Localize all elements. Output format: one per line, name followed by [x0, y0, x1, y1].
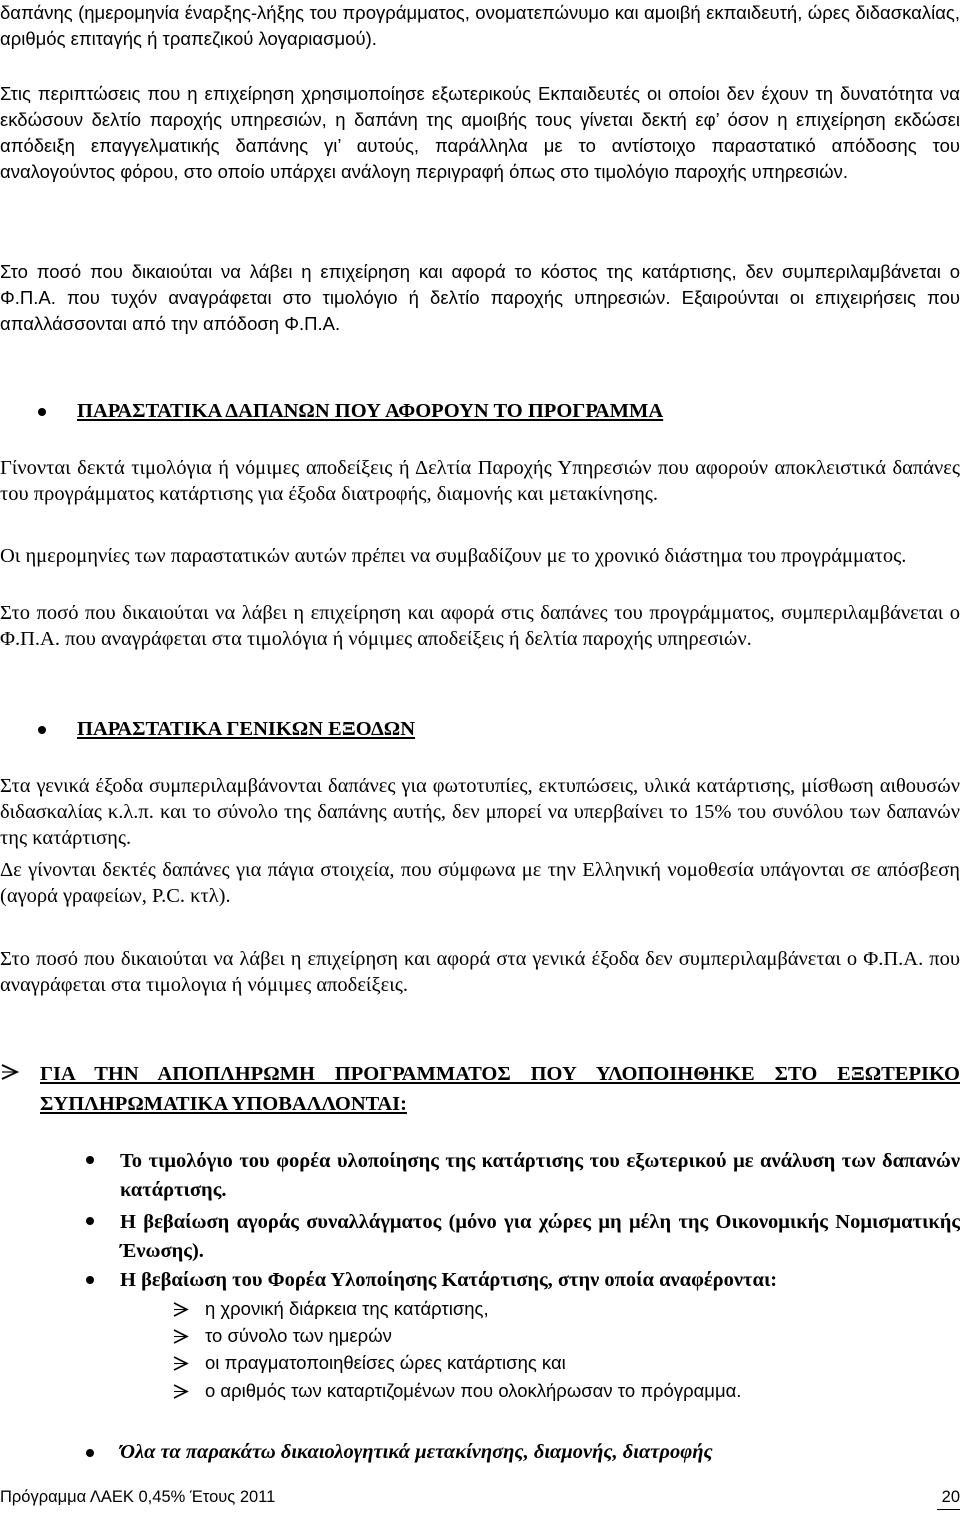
- bullet-icon: [38, 408, 46, 416]
- list-item-currency-certificate: Η βεβαίωση αγοράς συναλλάγματος (μόνο για χώρες μη μέλη της Οικονομικής Νομισματικής Ένωσης).: [120, 1211, 960, 1262]
- heading-abroad-program-payment: ΓΙΑ ΤΗΝ ΑΠΟΠΛΗΡΩΜΗ ΠΡΟΓΡΑΜΜΑΤΟΣ ΠΟΥ ΥΛΟΠΟΙΗΘΗΚΕ ΣΤΟ ΕΞΩΤΕΡΙΚΟ ΣΥΠΛΗΡΩΜΑΤΙΚΑ ΥΠΟΒΑΛΛΟΝΤΑΙ:: [40, 1063, 960, 1115]
- paragraph-fixed-assets: Δε γίνονται δεκτές δαπάνες για πάγια στοιχεία, που σύμφωνα με την Ελληνική νομοθεσία υπάγονται σε απόσβεση (αγορά γραφείων, Ρ.C. κτλ).: [0, 859, 960, 907]
- arrow-bullet-icon: [172, 1302, 190, 1317]
- paragraph-expense-details: δαπάνης (ημερομηνία έναρξης-λήξης του προγράμματος, ονοματεπώνυμο και αμοιβή εκπαιδευτή, ώρες διδασκαλίας, αριθμός επιταγής ή τραπεζικού λογαριασμού).: [0, 2, 960, 49]
- page-number: 20: [941, 1488, 960, 1506]
- bullet-icon: [86, 1217, 94, 1225]
- sub-item-trainees: ο αριθμός των καταρτιζομένων που ολοκλήρωσαν το πρόγραμμα.: [205, 1380, 742, 1401]
- heading-general-expense-documents: ΠΑΡΑΣΤΑΤΙΚΑ ΓΕΝΙΚΩΝ ΕΞΟΔΩΝ: [77, 718, 416, 740]
- bullet-icon: [38, 726, 46, 734]
- list-item-provider-certificate: Η βεβαίωση του Φορέα Υλοποίησης Κατάρτισης, στην οποία αναφέρονται:: [120, 1269, 778, 1291]
- arrow-bullet-icon: [172, 1329, 190, 1344]
- sub-item-duration: η χρονική διάρκεια της κατάρτισης,: [205, 1298, 489, 1319]
- arrow-bullet-icon: [172, 1356, 190, 1371]
- list-item-invoice: Το τιμολόγιο του φορέα υλοποίησης της κατάρτισης του εξωτερικού με ανάλυση των δαπανών κατάρτισης.: [120, 1150, 960, 1201]
- paragraph-accepted-invoices: Γίνονται δεκτά τιμολόγια ή νόμιμες αποδείξεις ή Δελτία Παροχής Υπηρεσιών που αφορούν αποκλειστικά δαπάνες του προγράμματος κατάρτισης για έξοδα διατροφής, διαμονής και μετακίνησης.: [0, 457, 960, 505]
- arrow-bullet-icon: [0, 1064, 20, 1080]
- arrow-bullet-icon: [172, 1384, 190, 1399]
- bullet-icon: [86, 1449, 94, 1457]
- sub-item-total-days: το σύνολο των ημερών: [205, 1325, 392, 1346]
- footer-program-label: Πρόγραμμα ΛΑΕΚ 0,45% Έτους 2011: [0, 1488, 276, 1506]
- paragraph-document-dates: Οι ημερομηνίες των παραστατικών αυτών πρέπει να συμβαδίζουν με το χρονικό διάστημα του προγράμματος.: [0, 545, 907, 567]
- paragraph-external-trainers: Στις περιπτώσεις που η επιχείρηση χρησιμοποίησε εξωτερικούς Εκπαιδευτές οι οποίοι δεν έχουν τη δυνατότητα να εκδώσουν δελτίο παροχής υπηρεσιών, η δαπάνη της αμοιβής τους γίνεται δεκτή εφ’ όσον η επιχείρηση εκδώσει απόδειξη επαγγελματικής δαπάνης γι’ αυτούς, παράλληλα με το αντίστοιχο παραστατικό απόδοσης του αναλογούντος φόρου, στο οποίο υπάρχει ανάλογη περιγραφή όπως στο τιμολόγιο παροχής υπηρεσιών.: [0, 83, 960, 182]
- heading-program-expense-documents: ΠΑΡΑΣΤΑΤΙΚΑ ΔΑΠΑΝΩΝ ΠΟΥ ΑΦΟΡΟΥΝ ΤΟ ΠΡΟΓΡΑΜΜΑ: [77, 400, 664, 422]
- paragraph-vat-training-cost: Στο ποσό που δικαιούται να λάβει η επιχείρηση και αφορά το κόστος της κατάρτισης, δεν συμπεριλαμβάνεται ο Φ.Π.Α. που τυχόν αναγράφεται στο τιμολόγιο ή δελτίο παροχής υπηρεσιών. Εξαιρούνται οι επιχειρήσεις που απαλλάσσονται από την απόδοση Φ.Π.Α.: [0, 261, 960, 334]
- bullet-icon: [86, 1276, 94, 1284]
- paragraph-vat-program-expenses: Στο ποσό που δικαιούται να λάβει η επιχείρηση και αφορά στις δαπάνες του προγράμματος, συμπεριλαμβάνεται ο Φ.Π.Α. που αναγράφεται στα τιμολόγια ή νόμιμες αποδείξεις ή δελτία παροχής υπηρεσιών.: [0, 602, 960, 650]
- paragraph-general-expenses: Στα γενικά έξοδα συμπεριλαμβάνονται δαπάνες για φωτοτυπίες, εκτυπώσεις, υλικά κατάρτισης, μίσθωση αιθουσών διδασκαλίας κ.λ.π. και το σύνολο της δαπάνης αυτής, δεν μπορεί να υπερβαίνει το 15% του συνόλου των δαπανών της κατάρτισης.: [0, 775, 960, 849]
- paragraph-vat-general-expenses: Στο ποσό που δικαιούται να λάβει η επιχείρηση και αφορά στα γενικά έξοδα δεν συμπεριλαμβάνεται ο Φ.Π.Α. που αναγράφεται στα τιμολογια ή νόμιμες αποδείξεις.: [0, 948, 960, 996]
- sub-item-hours: οι πραγματοποιηθείσες ώρες κατάρτισης και: [205, 1352, 566, 1373]
- heading-supporting-documents: Όλα τα παρακάτω δικαιολογητικά μετακίνησης, διαμονής, διατροφής: [120, 1441, 713, 1463]
- footer-divider: [937, 1509, 960, 1510]
- bullet-icon: [86, 1156, 94, 1164]
